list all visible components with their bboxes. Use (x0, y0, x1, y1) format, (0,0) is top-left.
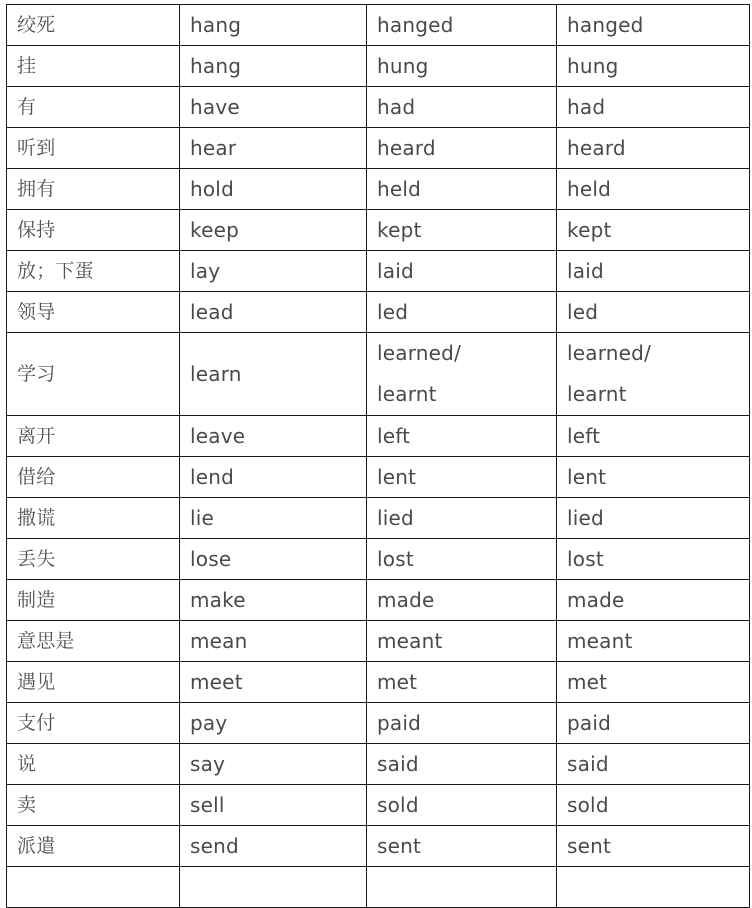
base-form-cell: lead (180, 292, 367, 333)
meaning-cell: 拥有 (7, 169, 180, 210)
past-tense-cell: laid (367, 251, 557, 292)
past-participle-cell: left (557, 416, 750, 457)
past-tense-cell: lent (367, 457, 557, 498)
past-participle-cell: heard (557, 128, 750, 169)
base-form-cell: meet (180, 662, 367, 703)
past-participle-cell (557, 867, 750, 908)
past-tense-cell: led (367, 292, 557, 333)
meaning-cell: 学习 (7, 333, 180, 416)
table-row (7, 333, 750, 416)
cell-line: learnt (377, 382, 437, 406)
meaning-cell: 撒谎 (7, 498, 180, 539)
table-row (7, 128, 750, 169)
base-form-cell: make (180, 580, 367, 621)
table-row (7, 744, 750, 785)
meaning-cell: 有 (7, 87, 180, 128)
base-form-cell (180, 867, 367, 908)
table-row (7, 169, 750, 210)
base-form-cell: say (180, 744, 367, 785)
past-tense-cell: met (367, 662, 557, 703)
past-participle-cell: met (557, 662, 750, 703)
base-form-cell: hang (180, 5, 367, 46)
meaning-cell: 领导 (7, 292, 180, 333)
verb-table-body (7, 5, 750, 908)
meaning-cell: 意思是 (7, 621, 180, 662)
meaning-cell: 遇见 (7, 662, 180, 703)
past-participle-cell: sent (557, 826, 750, 867)
past-tense-cell: sent (367, 826, 557, 867)
past-participle-cell: led (557, 292, 750, 333)
cell-line: learned/ (567, 341, 652, 365)
table-row (7, 5, 750, 46)
past-tense-cell: meant (367, 621, 557, 662)
meaning-cell: 借给 (7, 457, 180, 498)
table-row (7, 785, 750, 826)
base-form-cell: lay (180, 251, 367, 292)
meaning-cell: 支付 (7, 703, 180, 744)
past-tense-cell: hanged (367, 5, 557, 46)
past-participle-cell: hanged (557, 5, 750, 46)
meaning-cell: 派遣 (7, 826, 180, 867)
table-row (7, 457, 750, 498)
past-tense-cell: lied (367, 498, 557, 539)
past-tense-cell: lost (367, 539, 557, 580)
base-form-cell: learn (180, 333, 367, 416)
meaning-cell: 丢失 (7, 539, 180, 580)
base-form-cell: keep (180, 210, 367, 251)
past-tense-cell: had (367, 87, 557, 128)
past-participle-cell: paid (557, 703, 750, 744)
meaning-cell: 放；下蛋 (7, 251, 180, 292)
base-form-cell: sell (180, 785, 367, 826)
past-tense-cell: held (367, 169, 557, 210)
table-row (7, 703, 750, 744)
table-row (7, 826, 750, 867)
meaning-cell: 保持 (7, 210, 180, 251)
base-form-cell: leave (180, 416, 367, 457)
past-participle-cell: made (557, 580, 750, 621)
past-participle-cell: kept (557, 210, 750, 251)
base-form-cell: hear (180, 128, 367, 169)
verb-table (6, 4, 750, 908)
past-participle-cell: meant (557, 621, 750, 662)
table-row (7, 251, 750, 292)
past-participle-cell: lied (557, 498, 750, 539)
past-tense-cell: hung (367, 46, 557, 87)
past-tense-cell (367, 867, 557, 908)
table-row (7, 498, 750, 539)
table-row (7, 46, 750, 87)
past-tense-cell: sold (367, 785, 557, 826)
meaning-cell: 说 (7, 744, 180, 785)
table-row (7, 580, 750, 621)
table-row (7, 662, 750, 703)
past-participle-cell (557, 333, 750, 416)
base-form-cell: pay (180, 703, 367, 744)
past-participle-cell: lost (557, 539, 750, 580)
table-row (7, 867, 750, 908)
past-participle-cell: sold (557, 785, 750, 826)
past-tense-cell: said (367, 744, 557, 785)
meaning-cell: 绞死 (7, 5, 180, 46)
table-row (7, 210, 750, 251)
base-form-cell: have (180, 87, 367, 128)
meaning-cell: 制造 (7, 580, 180, 621)
past-tense-cell (367, 333, 557, 416)
base-form-cell: hold (180, 169, 367, 210)
past-tense-cell: kept (367, 210, 557, 251)
meaning-cell: 挂 (7, 46, 180, 87)
past-participle-cell: hung (557, 46, 750, 87)
base-form-cell: lend (180, 457, 367, 498)
base-form-cell: lose (180, 539, 367, 580)
base-form-cell: lie (180, 498, 367, 539)
past-tense-cell: heard (367, 128, 557, 169)
meaning-cell: 听到 (7, 128, 180, 169)
past-participle-cell: held (557, 169, 750, 210)
meaning-cell: 离开 (7, 416, 180, 457)
past-participle-cell: laid (557, 251, 750, 292)
table-row (7, 292, 750, 333)
table-row (7, 87, 750, 128)
cell-line: learnt (567, 382, 627, 406)
past-participle-cell: had (557, 87, 750, 128)
meaning-cell (7, 867, 180, 908)
base-form-cell: hang (180, 46, 367, 87)
past-participle-cell: lent (557, 457, 750, 498)
table-row (7, 621, 750, 662)
past-tense-cell: left (367, 416, 557, 457)
table-row (7, 539, 750, 580)
past-tense-cell: made (367, 580, 557, 621)
base-form-cell: send (180, 826, 367, 867)
meaning-cell: 卖 (7, 785, 180, 826)
cell-line: learned/ (377, 341, 462, 365)
table-row (7, 416, 750, 457)
past-tense-cell: paid (367, 703, 557, 744)
base-form-cell: mean (180, 621, 367, 662)
past-participle-cell: said (557, 744, 750, 785)
